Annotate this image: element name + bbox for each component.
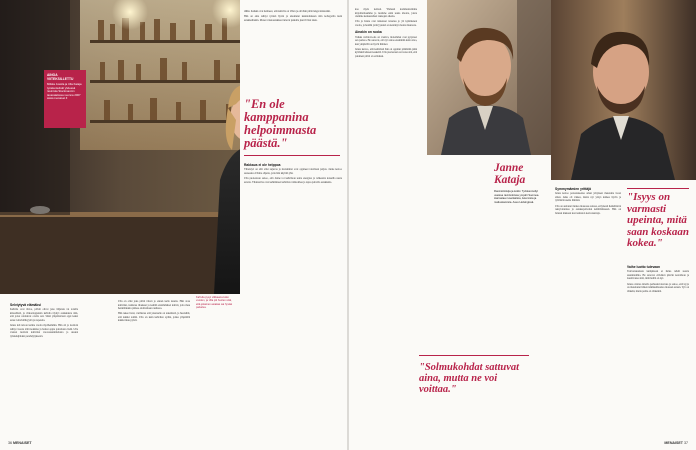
left-magazine-name: MENAISET — [13, 441, 32, 445]
sidebar-box-text: Miikka Jussila ja Ulla Kataja työskentelivät yhdessä ravintola Stockmannin tavaratalossa vuonna 2007 www.menaiset.fi — [47, 82, 82, 101]
right-col-4 — [627, 262, 689, 437]
right-col-1-para-2: Ulla ja Janne ovat tunteneet toisensa jo yli kymmenen vuotta, ja heidän ystävyytensä on kestänyt monta muutosta. — [355, 20, 417, 27]
right-col-3 — [555, 184, 621, 434]
left-col-2-para-2: Hän tekee listat, varmistaa että jokaiselle on tekemistä, ja huolehtii, että kaikki toimii. Ulla on kuin kahvilan sydän, jonka ympärillä kaikki muu pyörii. — [118, 312, 190, 323]
janne-portrait-image — [427, 0, 551, 155]
janne-name-heading: Janne Kataja — [494, 162, 526, 186]
right-col-1-para-3: Vaikka ravintola-ala on vaativa, molemmat ovat pysyneet sen parissa. He sanovat, että työ antaa enemmän kuin ottaa, kun ympärillä on hyvät ihmiset. — [355, 35, 417, 46]
left-pull-rule — [244, 155, 340, 156]
left-folio — [8, 441, 32, 445]
left-col-1 — [10, 300, 78, 440]
left-col-2 — [118, 300, 190, 440]
left-col-3-para-2: Hän on aina tehnyt työnsä hyvin ja ansainnut kunnioituksen niin kollegoilta kuin asiakkailtakin. Monet vakioasiakkaat tulevat paikalle juuri Ullan takia. — [244, 15, 342, 22]
right-col-4-para-1: Tulevaisuudesta kumpikaan ei halua tehdä suuria suunnitelmia. He sanovat elävänsä päivän kerrallaan ja nauttivansa siitä, mitä heillä on nyt. — [627, 270, 689, 281]
left-col-3-para-4: Ulla puolestaan sanoo, että Janne toi kahvilaan uutta energiaa ja rohkeutta kokeilla uusia asioita. Yhdessä he ovat kehittäneet kahvilan valikoimaa ja tapaa palvella asiakkaita. — [244, 177, 342, 184]
right-col-3-para-1: Janne kertoo perustaneensa oman yrityksen muutama vuosi sitten. Alku oli vaikea, mutta nyt yritys kulkee hyvin ja työllistää useita ihmisiä. — [555, 192, 621, 203]
second-portrait-photo — [551, 0, 696, 180]
right-col-4-para-2: Janne odottaa innolla perheensä kasvua ja sanoo, että isyys on muuttanut hänen näkökulmaansa moneen asiaan. Työ on tärkeää, mutta perhe on tärkeintä. — [627, 282, 689, 293]
left-pull-quote: "En ole kamppanina helpoimmasta päästä." — [244, 97, 317, 150]
right-folio — [664, 441, 688, 445]
right-pull-rule-2 — [627, 188, 689, 189]
photo-caption — [196, 296, 236, 386]
left-page-number: 36 — [8, 441, 12, 445]
right-col-1-para-1: kaa myös netissä. Yhdessä kommentoimme kirjoittamaamme ja tuomme esiin uusia ideoita, joista olemme keskustelleet taukojen aikana. — [355, 8, 417, 18]
right-col-1-para-4: Janne kertoo, että keittiössä hän on oppinut pitämään pään kylmänä kiireen keskellä. Ulla puolestaan arvostaa sitä, että jokainen päivä on erilainen. — [355, 47, 417, 58]
left-col-3-wrapper — [240, 0, 347, 450]
left-col-1-para-1: Kahvila ovat tilava, päivät olivat joko hiljaisia tai todella kiireellisiä, ja viikonloppuisin kahvila täyttyi asiakkaista niin, että jonot ulottuivat ovelle asti. Siinä ympäristössä oppi kaksi asiaa: kärsivällisyyttä ja nopeutta. — [10, 308, 78, 322]
right-page-number: 37 — [684, 441, 688, 445]
right-col-3-para-2: Ulla on auttanut Jannea monessa asiassa, erityisesti henkilöstön rekrytoinnissa ja asiakaspalvelun kehittämisessä. Hän on Jannen mukaan korvaamaton neuvonantaja. — [555, 204, 621, 215]
right-col-4-subheading: Vaihe luotto tulevaan — [627, 265, 660, 269]
photo-caption-text: Kahvila pysyi vilkkaana koko vuoden, ja Ulla piti huolen siitä, että jokainen asiakas sai hyvää palvelua. — [196, 296, 232, 310]
right-col-3-subheading: Symmymämien yrittäjä — [555, 187, 591, 191]
right-pull-rule-top — [419, 355, 529, 356]
right-pull-quote-1: "Solmukohdat sattuvat aina, mutta ne voi voittaa." — [419, 362, 520, 395]
left-col-1-para-2: Janne tuli taloon kolme vuotta myöhemmin. Hän oli jo tuolloin tehnyt vuosia töitä kokkina ja halusi oppia palvelusta lisää. Ulla vastasi tuolloin kahvilan vuorosuunnittelusta ja uusien työntekijöiden perehdytyksestä. — [10, 324, 78, 338]
left-col-3-top — [244, 10, 342, 70]
left-col-3-bottom — [244, 160, 342, 440]
second-portrait-image — [551, 0, 696, 180]
left-col-3-para-1: tähän. Kaikki ovat tietäneet, että kahvila on Ullan ja että hän pitää langat käsissään. — [244, 10, 331, 13]
left-col-1-subheading: Selviytyvä elämäksi — [10, 303, 41, 307]
janne-portrait-photo — [427, 0, 551, 155]
left-col-2-para-1: Ulla on ollut joka päivä töissä jo ennen kello kuutta. Hän avaa kahvilan, tarkistaa tilaukset ja keittää ensimmäiset kahvit, jotta muu henkilökunta pääsee aloittamaan rauhassa. — [118, 300, 190, 310]
right-col-1-subheading: Ainakin on ruoka — [355, 30, 382, 35]
right-pull-quote-2: "Isyys on varmasti upeinta, mitä saan koskaan kokea." — [627, 191, 690, 249]
right-magazine-name: MENAISET — [664, 441, 683, 445]
sidebar-box — [44, 70, 86, 128]
left-col-3-para-3: Yhteistyö on silti ollut sujuvaa ja molemmat ovat oppineet toisiltaan paljon. Janne kertoo saaneensa Ullalta ohjeita, joita hän käyttää yhä. — [244, 168, 342, 175]
right-col-1 — [355, 8, 417, 438]
sidebar-box-title: AINOA VIITEKSILLETTU — [47, 73, 74, 81]
right-page — [349, 0, 696, 450]
janne-bio: Ravintoloitsija ja kokki. Työskennellyt useissa ravintoloissa ympäri Suomea. Harrastaa ruoanlaittoa, lukemista ja matkustamista. Asuu Helsingissä. — [494, 190, 540, 204]
left-col-3-subheading: Rakkaus ei ole helppoa — [244, 163, 281, 167]
left-page — [0, 0, 347, 450]
